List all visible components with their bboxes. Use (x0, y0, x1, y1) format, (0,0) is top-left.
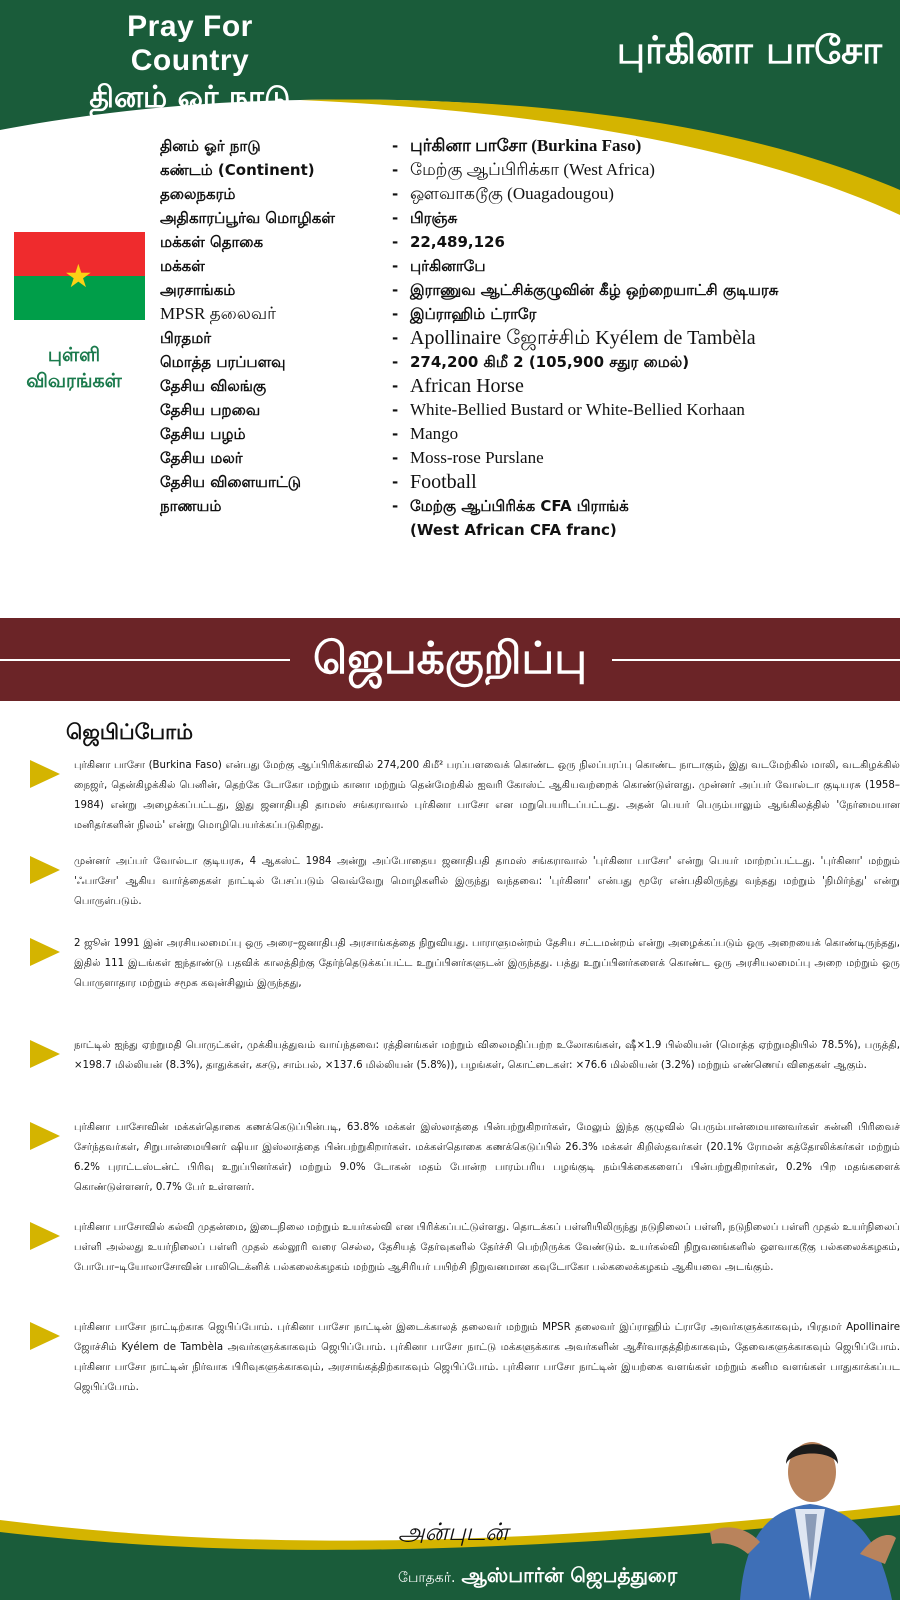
arrow-bullet-icon (30, 1122, 60, 1150)
fact-key: கண்டம் (Continent) (160, 161, 315, 179)
fact-key: மக்கள் (160, 257, 205, 275)
fact-value-line-1: மேற்கு ஆப்பிரிக்க CFA பிராங்க் (410, 497, 629, 515)
fact-dash: - (392, 185, 399, 203)
fact-dash: - (392, 449, 399, 467)
fact-key: நாணயம் (160, 497, 222, 515)
facts-label-line-2: விவரங்கள் (26, 370, 122, 392)
fact-key: மக்கள் தொகை (160, 233, 264, 251)
fact-value: மேற்கு ஆப்பிரிக்கா (West Africa) (410, 160, 655, 179)
fact-value: African Horse (410, 375, 524, 397)
arrow-bullet-icon (30, 1322, 60, 1350)
fact-dash: - (392, 257, 399, 275)
fact-value: புர்கினா பாசோ (Burkina Faso) (410, 136, 642, 155)
fact-key: தலைநகரம் (160, 185, 236, 203)
arrow-bullet-icon (30, 760, 60, 788)
fact-value: Apollinaire ஜோச்சிம் Kyélem de Tambèla (410, 327, 756, 349)
fact-key: மொத்த பரப்பளவு (160, 353, 286, 371)
facts-table (160, 134, 880, 542)
prayer-point-text: 2 ஜூன் 1991 இன் அரசியலமைப்பு ஒரு அரை–ஜனாதிபதி அரசாங்கத்தை நிறுவியது. பாராளுமன்றம் தேசிய சட்டமன்றம் என்று அழைக்கப்படும் ஒரு அறையைக் கொண்டிருந்தது, இதில் 111 இடங்கள் ஐந்தாண்டு பதவிக் காலத்திற்கு தேர்ந்தெடுக்கப்பட்ட உறுப்பினர்களுடன் இருந்தது. பத்து உறுப்பினர்களைக் கொண்ட ஒரு அரசியலமைப்பு அறை மற்றும் ஒரு பொருளாதார மற்றும் சமூக கவுன்சிலும் இருந்தது, (74, 938, 900, 989)
fact-row (160, 302, 880, 326)
fact-row (160, 230, 880, 254)
fact-dash: - (392, 473, 399, 491)
fact-row (160, 206, 880, 230)
fact-dash: - (392, 233, 399, 251)
fact-value-line-2: (West African CFA franc) (410, 521, 617, 539)
prayer-point-text: முன்னர் அப்பர் வோல்டா குடியரசு, 4 ஆகஸ்ட் 1984 அன்று அப்போதைய ஜனாதிபதி தாமஸ் சங்கராவால் 'புர்கினா பாசோ' என்று பெயர் மாற்றப்பட்டது. 'புர்கினா' மற்றும் 'ஃபாசோ' ஆகிய வார்த்தைகள் நாட்டில் பேசப்படும் வெவ்வேறு மொழிகளில் இருந்து வந்தவை: 'புர்கினா' என்பது மூரே என்பதிலிருந்து வந்தது மற்றும் 'நிமிர்ந்து' என்று பொருள்படும். (74, 856, 900, 907)
fact-dash: - (392, 137, 399, 155)
star-icon: ★ (64, 257, 93, 295)
arrow-bullet-icon (30, 1222, 60, 1250)
fact-dash: - (392, 497, 399, 515)
prayer-point-text: புர்கினா பாசோ நாட்டிற்காக ஜெபிப்போம். புர்கினா பாசோ நாட்டின் இடைக்காலத் தலைவர் மற்றும் MPSR தலைவர் இப்ராஹிம் ட்ராரே அவர்களுக்காகவும், பிரதமர் Apollinaire ஜோச்சிம் Kyélem de Tambèla அவர்களுக்காகவும் ஜெபிப்போம். புர்கினா பாசோ நாட்டு மக்களுக்காக அவர்களின் ஆசீர்வாதத்திற்காகவும், தேவைகளுக்காகவும் ஜெபிப்போம். புர்கினா பாசோ நாட்டின் நிர்வாக பிரிவுகளுக்காகவும், அரசாங்கத்திற்காகவும் ஜெபிப்போம். புர்கினா பாசோ நாட்டின் இயற்கை வளங்கள் மற்றும் கனிம வளங்கள் பாதுகாக்கப்பட ஜெபிப்போம். (74, 1322, 900, 1393)
facts-label (10, 342, 138, 394)
country-title: புர்கினா பாசோ (616, 28, 882, 72)
fact-row (160, 422, 880, 446)
fact-value: பிரஞ்சு (410, 209, 458, 227)
prayer-point-text: புர்கினா பாசோவில் கல்வி முதன்மை, இடைநிலை மற்றும் உயர்கல்வி என பிரிக்கப்பட்டுள்ளது. தொடக்கப் பள்ளியிலிருந்து நடுநிலைப் பள்ளி, நடுநிலைப் பள்ளி முதல் உயர்நிலைப் பள்ளி அல்லது உயர்நிலைப் பள்ளி முதல் கல்லூரி வரை செல்ல, தேசியத் தேர்வுகளில் தேர்ச்சி பெற்றிருக்க வேண்டும். உயர்கல்வி நிறுவனங்களில் ஔவாகடூகு பல்கலைக்கழகம், போபோ–டியோலாசோவின் பாலிடெக்னிக் பல்கலைக்கழகம் மற்றும் ஆசிரியர் பயிற்சி நிறுவனமான கவுடோகோ பல்கலைக்கழகம் ஆகியவை அடங்கும். (74, 1222, 900, 1273)
fact-dash: - (392, 425, 399, 443)
fact-key: பிரதமர் (160, 329, 212, 347)
fact-dash: - (392, 161, 399, 179)
fact-value: இராணுவ ஆட்சிக்குழுவின் கீழ் ஒற்றையாட்சி குடியரசு (410, 281, 779, 299)
prayer-point-text: புர்கினா பாசோவின் மக்கள்தொகை கணக்கெடுப்பின்படி, 63.8% மக்கள் இஸ்லாத்தை பின்பற்றுகிறார்கள், மேலும் இந்த குழுவில் பெரும்பான்மையானவர்கள் சுன்னி பிரிவைச் சேர்ந்தவர்கள், சிறுபான்மையினர் ஷியா இஸ்லாத்தை பின்பற்றுகிறார்கள். மக்கள்தொகை கணக்கெடுப்பில் 26.3% மக்கள் கிறிஸ்தவர்கள் (20.1% ரோமன் கத்தோலிக்கர்கள் மற்றும் 6.2% புராட்டஸ்டன்ட் பிரிவு உறுப்பினர்கள்) மற்றும் 9.0% டோகன் மதம் போன்ற பாரம்பரிய பழங்குடி நம்பிக்கைகளைப் பின்பற்றுகிறார்கள், 0.2% பிற மதங்களைக் கொண்டுள்ளனர், 0.7% பேர் உள்ளனர். (74, 1122, 900, 1193)
fact-dash: - (392, 329, 399, 347)
fact-row (160, 134, 880, 158)
fact-dash: - (392, 305, 399, 323)
arrow-bullet-icon (30, 856, 60, 884)
brand-line-1: Pray For Country (127, 10, 253, 77)
preacher-credit (398, 1563, 677, 1590)
arrow-bullet-icon (30, 938, 60, 966)
fact-key: அதிகாரப்பூர்வ மொழிகள் (160, 209, 335, 227)
prayer-point-text: புர்கினா பாசோ (Burkina Faso) என்பது மேற்கு ஆப்பிரிக்காவில் 274,200 கிமீ² பரப்பளவைக் கொண்ட ஒரு நிலப்பரப்பு கொண்ட நாடாகும், இது வடமேற்கில் மாலி, வடகிழக்கில் நைஜர், தென்கிழக்கில் பெனின், தெற்கே டோகோ மற்றும் கானா மற்றும் தென்மேற்கில் ஐவரி கோஸ்ட் ஆகியவற்றைக் கொண்டுள்ளது. முன்னர் அப்பர் வோல்டா குடியரசு (1958–1984) என்று அழைக்கப்பட்டது, இது ஜனாதிபதி தாமஸ் சங்கராவால் புர்கினா பாசோ என மறுபெயரிடப்பட்டது. அதன் பெயர் பெரும்பாலும் ஆங்கிலத்தில் 'நேர்மையான மனிதர்களின் நிலம்' என்று மொழிபெயர்க்கப்படுகிறது. (74, 760, 900, 831)
fact-value (410, 494, 880, 542)
fact-value: White-Bellied Bustard or White-Bellied Korhaan (410, 400, 745, 419)
fact-value: ஔவாகடூகு (Ouagadougou) (410, 184, 614, 203)
fact-value: 22,489,126 (410, 233, 505, 251)
fact-key: தேசிய மலர் (160, 449, 243, 467)
facts-label-line-1: புள்ளி (47, 344, 101, 366)
fact-dash: - (392, 377, 399, 395)
fact-row (160, 470, 880, 494)
brand-line-2: தினம் ஓர் நாடு (89, 80, 291, 115)
fact-dash: - (392, 353, 399, 371)
fact-value: Football (410, 471, 477, 493)
fact-key: தேசிய விலங்கு (160, 377, 267, 395)
fact-row (160, 350, 880, 374)
fact-row (160, 158, 880, 182)
fact-key: அரசாங்கம் (160, 281, 236, 299)
prayer-point-text: நாட்டில் ஐந்து ஏற்றுமதி பொருட்கள், முக்கியத்துவம் வாய்ந்தவை: ரத்தினங்கள் மற்றும் விலைமதிப்பற்ற உலோகங்கள், ஷீ×1.9 பில்லியன் (மொத்த ஏற்றுமதியில் 78.5%), பருத்தி, ×198.7 மில்லியன் (8.3%), தாதுக்கள், கசடு, சாம்பல், ×137.6 மில்லியன் (5.8%)), பழங்கள், கொட்டைகள்: ×76.6 மில்லியன் (3.2%) மற்றும் எண்ணெய் விதைகள் ஆகும். (74, 1040, 900, 1071)
signature-line: அன்புடன் (398, 1518, 509, 1546)
fact-row (160, 398, 880, 422)
fact-key: தினம் ஓர் நாடு (160, 137, 261, 155)
fact-dash: - (392, 281, 399, 299)
fact-key: தேசிய பழம் (160, 425, 246, 443)
arrow-bullet-icon (30, 1040, 60, 1068)
banner-title: ஜெபக்குறிப்பு (312, 633, 587, 684)
fact-dash: - (392, 209, 399, 227)
fact-value: Moss-rose Purslane (410, 448, 544, 467)
fact-row (160, 494, 880, 542)
burkina-faso-flag (14, 232, 145, 320)
preacher-name: ஆஸ்பார்ன் ஜெபத்துரை (461, 1563, 678, 1587)
fact-row (160, 278, 880, 302)
preacher-photo (700, 1414, 900, 1600)
fact-key: தேசிய பறவை (160, 401, 261, 419)
section-heading: ஜெபிப்போம் (66, 720, 194, 744)
fact-dash: - (392, 401, 399, 419)
fact-row (160, 326, 880, 350)
fact-value: புர்கினாபே (410, 257, 486, 275)
brand-block (70, 10, 310, 119)
fact-row (160, 182, 880, 206)
fact-value: 274,200 கிமீ 2 (105,900 சதுர மைல்) (410, 353, 690, 371)
fact-key: MPSR தலைவர் (160, 304, 277, 323)
fact-value: இப்ராஹிம் ட்ராரே (410, 305, 537, 323)
preacher-prefix: போதகர். (398, 1570, 456, 1586)
fact-row (160, 254, 880, 278)
prayer-banner (0, 618, 900, 701)
fact-row (160, 446, 880, 470)
fact-value: Mango (410, 424, 459, 443)
fact-row (160, 374, 880, 398)
fact-key: தேசிய விளையாட்டு (160, 473, 302, 491)
